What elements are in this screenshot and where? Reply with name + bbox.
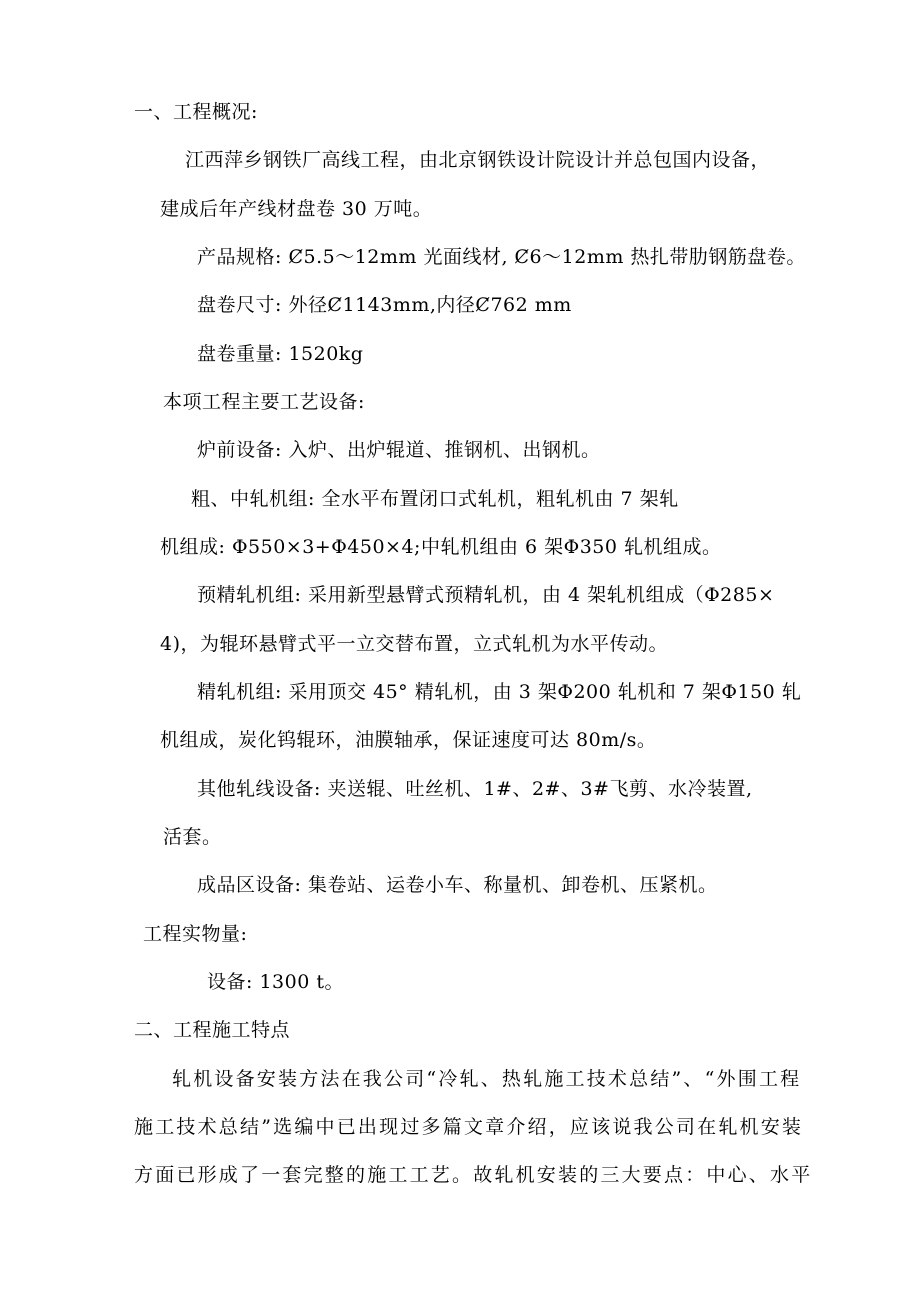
features-paragraph-line-3: 方面已形成了一套完整的施工工艺。故轧机安装的三大要点：中心、水平 bbox=[134, 1164, 813, 1186]
finished-product-area-line: 成品区设备: 集卷站、运卷小车、称量机、卸卷机、压紧机。 bbox=[197, 874, 718, 896]
overview-paragraph-line-1: 江西萍乡钢铁厂高线工程，由北京钢铁设计院设计并总包国内设备， bbox=[185, 149, 771, 171]
main-equipment-heading: 本项工程主要工艺设备: bbox=[163, 391, 365, 413]
other-equipment-line-2: 活套。 bbox=[163, 826, 222, 848]
section-2-heading: 二、工程施工特点 bbox=[134, 1019, 291, 1041]
product-spec-line: 产品规格: Ȼ5.5～12mm 光面线材, Ȼ6～12mm 热扎带肋钢筋盘卷。 bbox=[197, 246, 806, 268]
other-equipment-line-1: 其他轧线设备: 夹送辊、吐丝机、1#、2#、3#飞剪、水冷装置, bbox=[197, 778, 753, 800]
section-1-heading: 一、工程概况: bbox=[134, 101, 258, 123]
finishing-mill-line-2: 机组成，炭化钨辊环，油膜轴承，保证速度可达 80m/s。 bbox=[160, 729, 657, 751]
coil-size-line: 盘卷尺寸: 外径Ȼ1143mm,内径Ȼ762 mm bbox=[197, 294, 572, 316]
pre-finishing-mill-line-1: 预精轧机组: 采用新型悬臂式预精轧机，由 4 架轧机组成（Φ285× bbox=[197, 584, 775, 606]
overview-paragraph-line-2: 建成后年产线材盘卷 30 万吨。 bbox=[160, 198, 433, 220]
physical-quantity-heading: 工程实物量: bbox=[143, 923, 248, 945]
pre-finishing-mill-line-2: 4)，为辊环悬臂式平一立交替布置，立式轧机为水平传动。 bbox=[160, 633, 669, 655]
coil-weight-line: 盘卷重量: 1520kg bbox=[197, 343, 364, 365]
finishing-mill-line-1: 精轧机组: 采用顶交 45° 精轧机，由 3 架Φ200 轧机和 7 架Φ150 轧 bbox=[197, 681, 802, 703]
features-paragraph-line-1: 轧机设备安装方法在我公司“冷轧、热轧施工技术总结”、“外围工程 bbox=[172, 1068, 802, 1090]
features-paragraph-line-2: 施工技术总结”选编中已出现过多篇文章介绍，应该说我公司在轧机安装 bbox=[134, 1116, 804, 1138]
equipment-quantity-line: 设备: 1300 t。 bbox=[207, 971, 344, 993]
roughing-mill-line-1: 粗、中轧机组: 全水平布置闭口式轧机，粗轧机由 7 架轧 bbox=[191, 488, 679, 510]
roughing-mill-line-2: 机组成: Φ550×3+Φ450×4;中轧机组由 6 架Φ350 轧机组成。 bbox=[160, 536, 722, 558]
furnace-equipment-line: 炉前设备: 入炉、出炉辊道、推钢机、出钢机。 bbox=[197, 439, 601, 461]
